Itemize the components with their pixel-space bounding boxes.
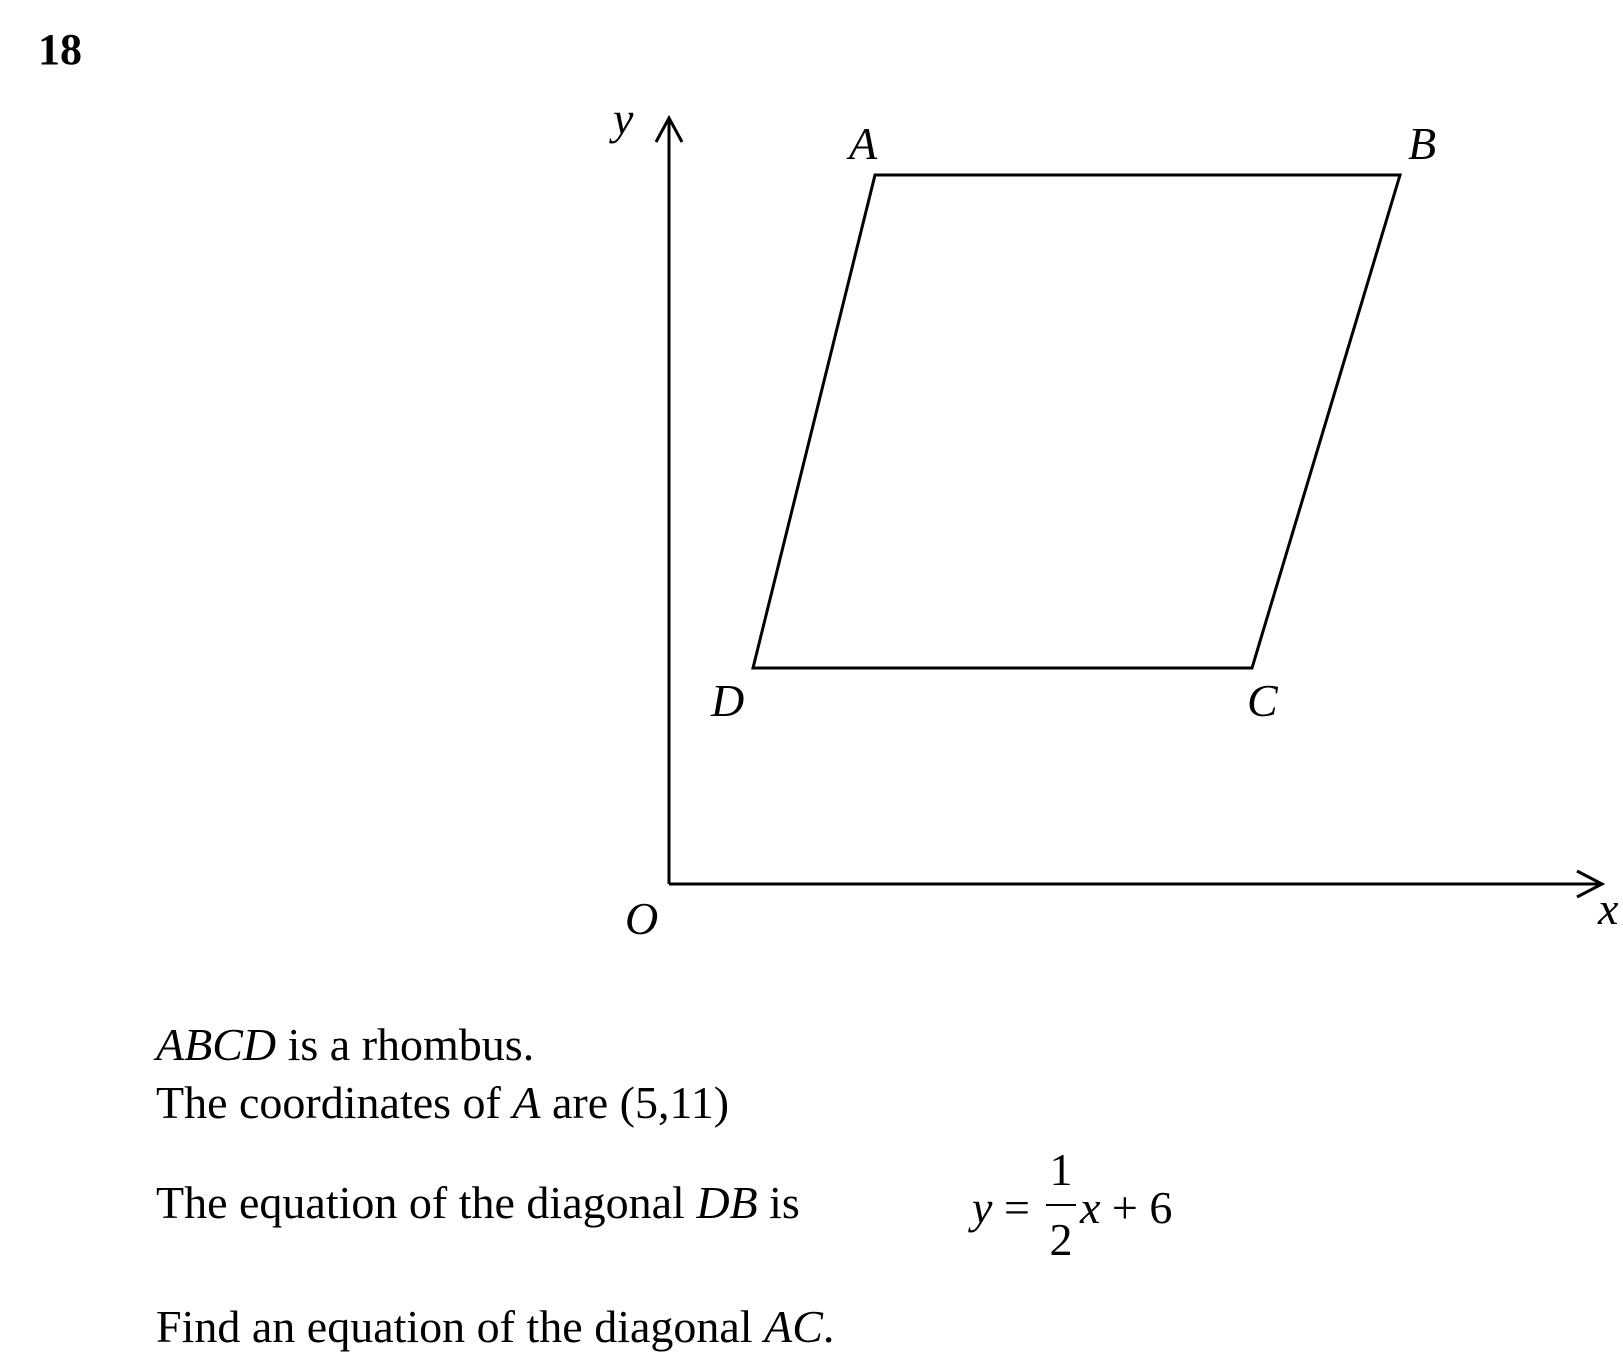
equation-x: x	[1080, 1182, 1101, 1233]
diagonal-db-text-end: is	[757, 1177, 800, 1228]
coordinates-text-end: are (5,11)	[540, 1077, 730, 1128]
origin-label: O	[625, 893, 659, 944]
db-var: DB	[696, 1177, 758, 1228]
equation-plus: +	[1111, 1182, 1138, 1233]
x-axis-label: x	[1598, 883, 1619, 934]
vertex-d-label: D	[711, 675, 745, 726]
diagonal-db-text-start: The equation of the diagonal	[156, 1177, 697, 1228]
equation-equals: =	[1004, 1182, 1030, 1233]
question-prompt	[156, 1301, 835, 1352]
ac-var: AC	[764, 1301, 823, 1352]
abcd-var: ABCD	[156, 1019, 277, 1070]
prompt-text-start: Find an equation of the diagonal	[156, 1301, 765, 1352]
vertex-a-label: A	[849, 118, 878, 169]
equation-lhs: y	[972, 1182, 993, 1233]
statement-coordinates	[156, 1077, 730, 1128]
question-number: 18	[38, 25, 82, 74]
equation-constant: 6	[1149, 1182, 1173, 1233]
vertex-b-label: B	[1408, 118, 1437, 169]
prompt-text-end: .	[822, 1301, 835, 1352]
statement-rhombus-text: is a rhombus.	[276, 1019, 535, 1070]
vertex-c-label: C	[1247, 675, 1278, 726]
fraction-bar	[1046, 1204, 1076, 1206]
equation-rhs	[1080, 1181, 1172, 1234]
fraction-numerator: 1	[1049, 1144, 1073, 1195]
statement-diagonal-db	[156, 1177, 800, 1228]
a-var: A	[512, 1077, 541, 1128]
coordinates-text-start: The coordinates of	[156, 1077, 513, 1128]
fraction-denominator: 2	[1049, 1214, 1073, 1265]
statement-rhombus	[156, 1019, 535, 1070]
rhombus-abcd	[753, 175, 1400, 668]
y-axis-label: y	[613, 93, 634, 144]
